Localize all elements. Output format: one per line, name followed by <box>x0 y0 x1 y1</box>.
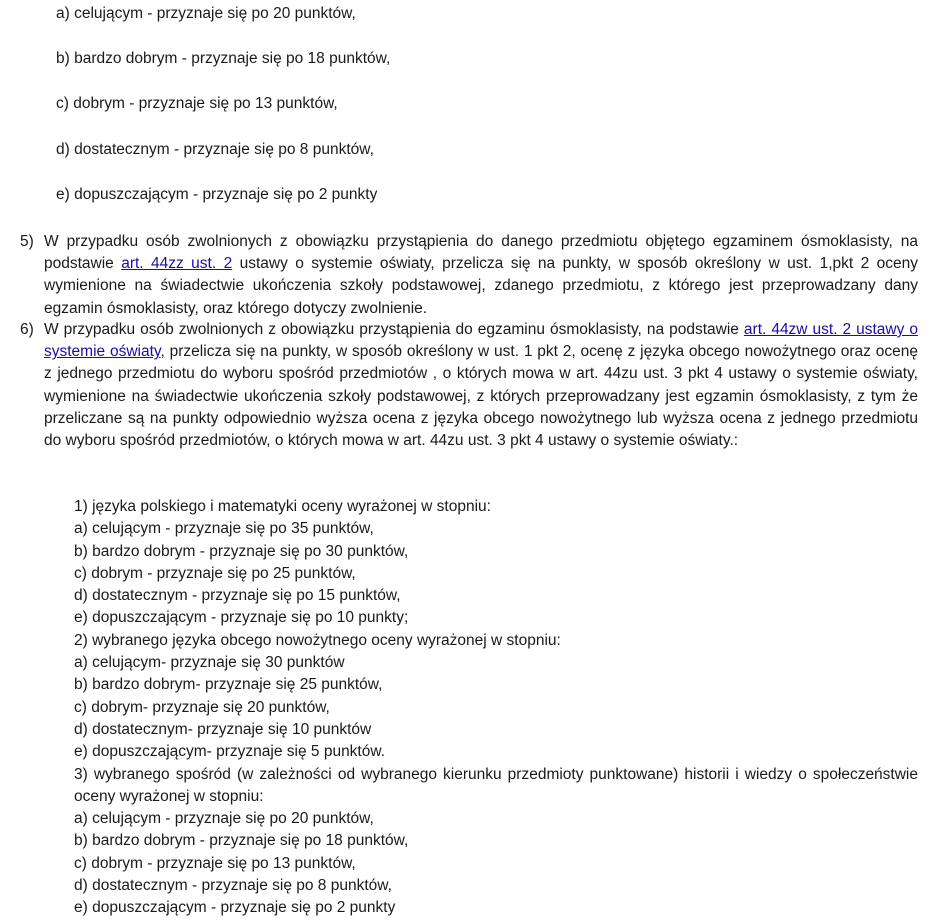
sublist-heading: 2) wybranego języka obcego nowożytnego oceny wyrażonej w stopniu: <box>74 631 561 649</box>
list-item: b) bardzo dobrym - przyznaje się po 18 punktów, <box>56 50 391 67</box>
list-item: d) dostatecznym - przyznaje się po 8 punktów, <box>74 877 392 895</box>
paragraph-item-6 <box>20 319 918 452</box>
sublist-heading: 1) języka polskiego i matematyki oceny wyrażonej w stopniu: <box>74 498 491 515</box>
list-item: c) dobrym - przyznaje się po 13 punktów, <box>74 854 356 872</box>
item-number: 6) <box>20 321 34 338</box>
list-item: e) dopuszczającym - przyznaje się po 2 punkty <box>56 186 378 203</box>
list-item: a) celującym - przyznaje się po 35 punktów, <box>74 520 374 538</box>
list-item: a) celującym - przyznaje się po 20 punktów, <box>56 5 356 22</box>
list-item: c) dobrym - przyznaje się po 25 punktów, <box>74 564 356 582</box>
list-item: d) dostatecznym - przyznaje się po 15 punktów, <box>74 587 401 605</box>
law-article-link[interactable]: art. 44zw ust. 2 ustawy o systemie oświaty, <box>44 321 918 361</box>
list-item: a) celującym - przyznaje się po 20 punktów, <box>74 810 374 828</box>
list-item: d) dostatecznym- przyznaje się 10 punktów <box>74 720 372 738</box>
list-item: c) dobrym - przyznaje się po 13 punktów, <box>56 95 338 112</box>
list-item: e) dopuszczającym - przyznaje się po 10 punkty; <box>74 609 409 627</box>
list-item: e) dopuszczającym- przyznaje się 5 punktów. <box>74 743 386 761</box>
law-article-link[interactable]: art. 44zz ust. 2 <box>121 255 233 273</box>
paragraph-item-5 <box>20 231 918 320</box>
paragraph-text: przelicza się na punkty, w sposób określony w ust. 1 pkt 2, ocenę z języka obcego nowożytnego oraz ocenę z jednego przedmiotu do wyboru spośród przedmiotów , o których mowa w art. 44zu ust. 3 pkt 4 ustawy o systemie oświaty, wymienione na świadectwie ukończenia szkoły podstawowej, z których przeprowadzany jest egzamin ósmoklasisty, z tym że przeliczane są na punkty odpowiednio wyższa ocena z języka obcego nowożytnego lub wyższa ocena z jednego przedmiotu do wyboru spośród przedmiotów, o których mowa w art. 44zu ust. 3 pkt 4 ustawy o systemie oświaty.: <box>44 343 918 450</box>
points-sublist <box>74 496 918 920</box>
paragraph-text: W przypadku osób zwolnionych z obowiązku przystąpienia do danego przedmiotu objętego egzaminem ósmoklasisty, na podstawie <box>44 233 918 273</box>
paragraph-text: ustawy o systemie oświaty, przelicza się na punkty, w sposób określony w ust. 1,pkt 2 oceny wymienione na świadectwie ukończenia szkoły podstawowej, zdanego przedmiotu, z którego jest przeprowadzany dany egzamin ósmoklasisty, oraz którego dotyczy zwolnienie. <box>44 255 918 317</box>
list-item: b) bardzo dobrym - przyznaje się po 18 punktów, <box>74 832 409 850</box>
list-item: c) dobrym- przyznaje się 20 punktów, <box>74 698 330 716</box>
list-item: b) bardzo dobrym- przyznaje się 25 punktów, <box>74 676 383 694</box>
list-item: e) dopuszczającym - przyznaje się po 2 punkty <box>74 899 396 917</box>
list-item: d) dostatecznym - przyznaje się po 8 punktów, <box>56 141 374 158</box>
sublist-heading: 3) wybranego spośród (w zależności od wybranego kierunku przedmioty punktowane) historii i wiedzy o społeczeństwie oceny wyrażonej w stopniu: <box>74 765 918 805</box>
paragraph-text: W przypadku osób zwolnionych z obowiązku przystąpienia do egzaminu ósmoklasisty, na podstawie <box>44 321 744 338</box>
list-item: b) bardzo dobrym - przyznaje się po 30 punktów, <box>74 542 409 560</box>
list-item: a) celującym- przyznaje się 30 punktów <box>74 654 345 672</box>
item-number: 5) <box>20 233 34 250</box>
